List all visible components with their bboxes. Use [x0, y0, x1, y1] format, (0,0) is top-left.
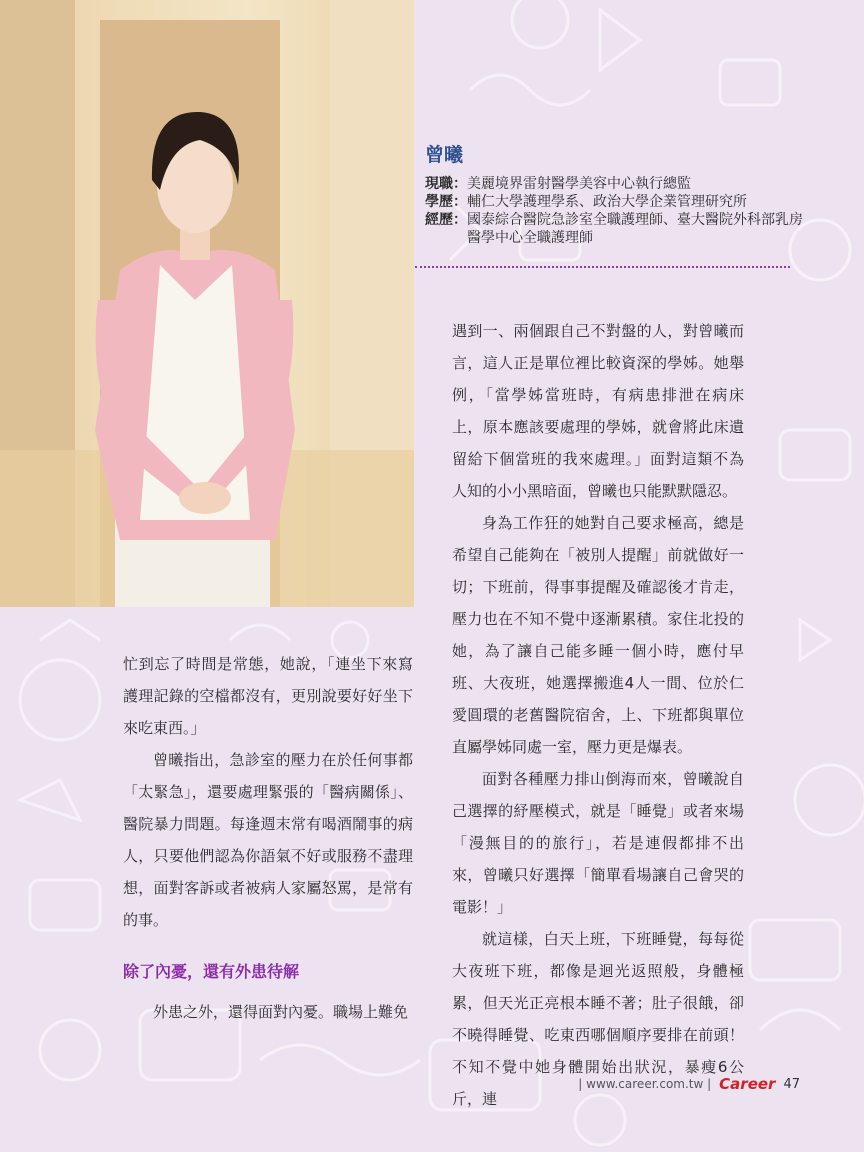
profile-name: 曾曦: [425, 144, 464, 166]
paragraph: 面對各種壓力排山倒海而來，曾曦說自己選擇的紓壓模式，就是「睡覺」或者來場「漫無目的的旅行」，若是連假都排不出來，曾曦只好選擇「簡單看場讓自己會哭的電影！」: [452, 770, 744, 916]
profile-key: 經歷：: [425, 212, 467, 228]
article-column-right: [452, 315, 744, 1115]
paragraph: 外患之外，還得面對內憂。職場上難免: [153, 1003, 409, 1021]
footer-url: | www.career.com.tw |: [578, 1077, 712, 1091]
page-footer: [578, 1075, 800, 1093]
profile-key: 學歷：: [425, 194, 467, 210]
profile-card: [425, 140, 805, 247]
paragraph: 遇到一、兩個跟自己不對盤的人，對曾曦而言，這人正是單位裡比較資深的學姊。她舉例，「當學姊當班時，有病患排泄在病床上，原本應該要處理的學姊，就會將此床遺留給下個當班的我來處理。」面對這類不為人知的小小黑暗面，曾曦也只能默默隱忍。: [452, 322, 744, 500]
profile-value: 輔仁大學護理學系、政治大學企業管理研究所: [467, 194, 747, 210]
paragraph: 忙到忘了時間是常態，她說，「連坐下來寫護理記錄的空檔都沒有，更別說要好好坐下來吃東西。」: [123, 655, 413, 737]
dotted-divider: [415, 266, 790, 268]
paragraph: 就這樣，白天上班，下班睡覺，每每從大夜班下班，都像是迴光返照般，身體極累，但天光正亮根本睡不著；肚子很餓，卻不曉得睡覺、吃東西哪個順序要排在前頭！不知不覺中她身體開始出狀況，暴瘦6公斤，連: [452, 930, 744, 1108]
portrait-photo: [0, 0, 414, 607]
page-number: 47: [783, 1076, 800, 1092]
profile-value: 美麗境界雷射醫學美容中心執行總監: [467, 176, 691, 192]
paragraph: 身為工作狂的她對自己要求極高，總是希望自己能夠在「被別人提醒」前就做好一切；下班前，得事事提醒及確認後才肯走，壓力也在不知不覺中逐漸累積。家住北投的她，為了讓自己能多睡一個小時，應付早班、大夜班，她選擇搬進4人一間、位於仁愛圓環的老舊醫院宿舍，上、下班都與單位直屬學姊同處一室，壓力更是爆表。: [452, 514, 744, 756]
profile-row-education: [425, 193, 805, 211]
article-column-left: [123, 648, 413, 1028]
section-subheading: 除了內憂，還有外患待解: [123, 962, 300, 981]
profile-key: 現職：: [425, 176, 467, 192]
profile-row-experience: [425, 211, 805, 247]
paragraph: 曾曦指出，急診室的壓力在於任何事都「太緊急」，還要處理緊張的「醫病關係」、醫院暴力問題。每逢週末常有喝酒鬧事的病人，只要他們認為你語氣不好或服務不盡理想，面對客訴或者被病人家屬怒罵，是常有的事。: [123, 751, 413, 929]
profile-row-current-position: [425, 175, 805, 193]
brand-logo: Career: [719, 1075, 776, 1093]
profile-value: 國泰綜合醫院急診室全職護理師、臺大醫院外科部乳房醫學中心全職護理師: [467, 212, 803, 246]
portrait-illustration: [0, 0, 414, 607]
